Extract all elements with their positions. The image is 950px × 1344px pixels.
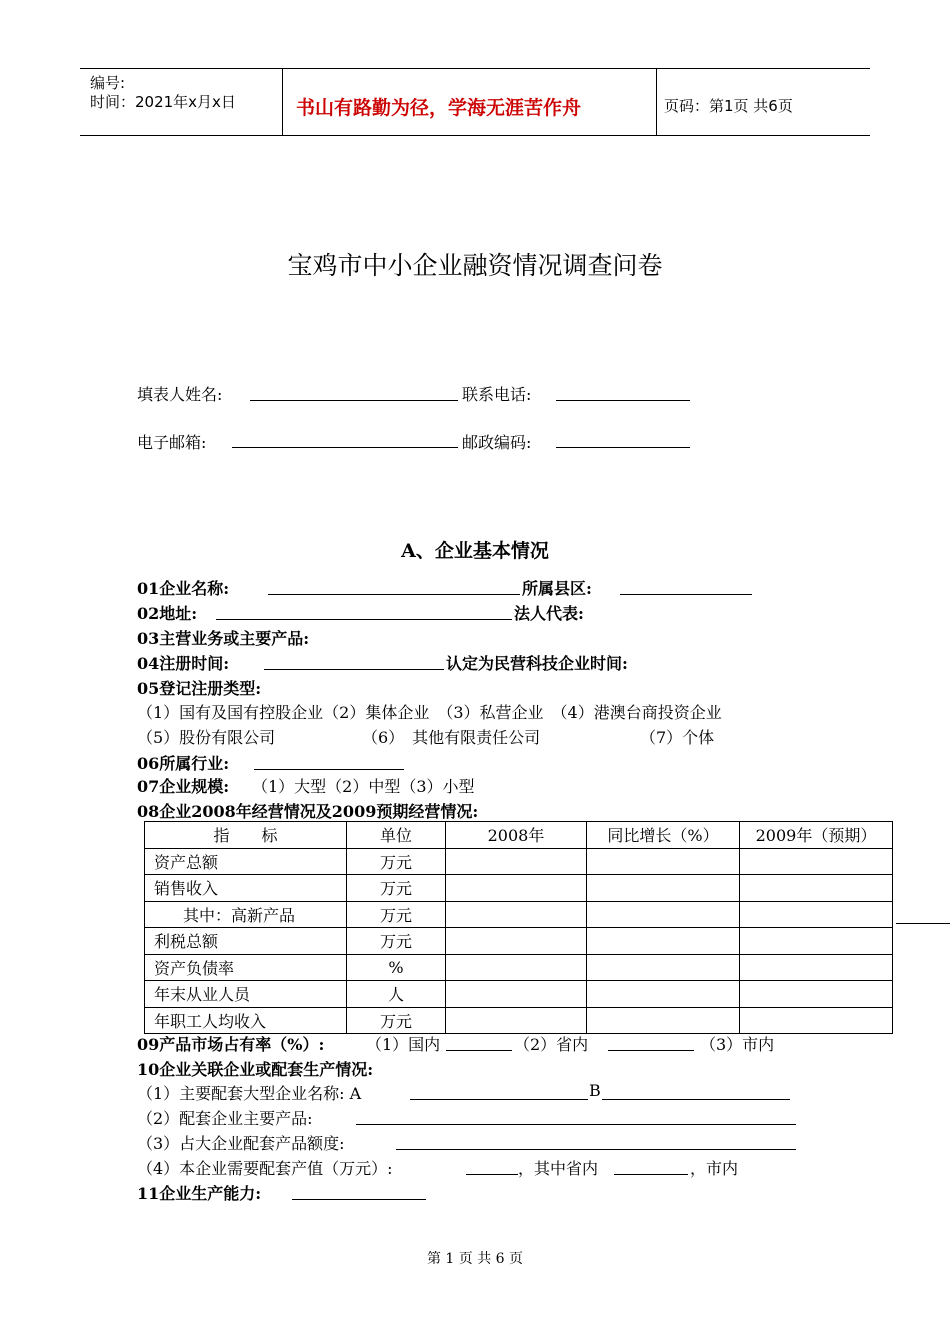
table-row — [145, 848, 893, 875]
q10-label: 10企业关联企业或配套生产情况: — [137, 1060, 374, 1079]
q02-label: 02地址: — [137, 604, 198, 623]
value-cell-2009[interactable] — [740, 1007, 893, 1034]
value-cell-growth[interactable] — [587, 981, 740, 1008]
value-cell-2008[interactable] — [446, 1007, 587, 1034]
q06-label: 06所属行业: — [137, 754, 230, 773]
register-date-field[interactable] — [264, 651, 444, 670]
table-header-row — [145, 822, 893, 849]
q02-legal-label: 法人代表: — [514, 604, 584, 623]
q10-1-label: （1）主要配套大型企业名称: A — [137, 1084, 362, 1103]
operations-table — [144, 821, 893, 1034]
table-header-cell: 2009年（预期） — [740, 822, 893, 849]
q10-4-label: （4）本企业需要配套产值（万元）: — [137, 1159, 393, 1178]
postcode-label: 邮政编码: — [462, 433, 532, 452]
filler-name-field[interactable] — [250, 383, 458, 401]
q10-4b-label: ，其中省内 — [518, 1159, 599, 1178]
email-label: 电子邮箱: — [137, 433, 207, 452]
phone-label: 联系电话: — [462, 385, 532, 404]
q05-label: 05登记注册类型: — [137, 679, 262, 698]
row-unit: 万元 — [347, 928, 446, 955]
doc-time-label: 时间：2021年x月x日 — [90, 93, 236, 111]
county-field[interactable] — [620, 576, 752, 595]
q09-label: 09产品市场占有率（%）: — [137, 1035, 325, 1054]
header-page-info: 页码：第1页 共6页 — [664, 97, 793, 115]
q09-option-2: （2）省内 — [514, 1035, 589, 1054]
value-cell-growth[interactable] — [587, 954, 740, 981]
value-cell-2008[interactable] — [446, 901, 587, 928]
table-header-cell: 2008年 — [446, 822, 587, 849]
value-cell-2008[interactable] — [446, 875, 587, 902]
table-header-cell: 单位 — [347, 822, 446, 849]
page-title: 宝鸡市中小企业融资情况调查问卷 — [287, 251, 663, 280]
q05-option-6: （6） 其他有限责任公司 — [362, 728, 541, 747]
q07-options: （1）大型（2）中型（3）小型 — [252, 777, 475, 796]
value-cell-2009[interactable] — [740, 928, 893, 955]
table-row — [145, 928, 893, 955]
table-row — [145, 981, 893, 1008]
q10-1b-label: B — [589, 1081, 601, 1100]
q05-options-line1: （1）国有及国有控股企业（2）集体企业 （3）私营企业 （4）港澳台商投资企业 — [137, 703, 722, 722]
phone-field[interactable] — [556, 383, 690, 401]
province-share-field[interactable] — [608, 1032, 694, 1051]
q07-label: 07企业规模: — [137, 777, 230, 796]
value-cell-2009[interactable] — [740, 848, 893, 875]
value-cell-2008[interactable] — [446, 928, 587, 955]
q05-option-5: （5）股份有限公司 — [137, 728, 276, 747]
row-unit: 万元 — [347, 901, 446, 928]
table-header-cell: 同比增长（%） — [587, 822, 740, 849]
supporting-products-field[interactable] — [356, 1106, 796, 1125]
table-row — [145, 901, 893, 928]
row-label: 年末从业人员 — [145, 981, 347, 1008]
q11-label: 11企业生产能力: — [137, 1184, 262, 1203]
company-name-field[interactable] — [268, 576, 520, 595]
table-row — [145, 954, 893, 981]
row-label: 资产负债率 — [145, 954, 347, 981]
value-cell-growth[interactable] — [587, 875, 740, 902]
section-a-title: A、企业基本情况 — [401, 540, 549, 562]
row-unit: 万元 — [347, 848, 446, 875]
partner-a-field[interactable] — [410, 1081, 588, 1100]
domestic-share-field[interactable] — [446, 1032, 512, 1051]
value-cell-2009[interactable] — [740, 954, 893, 981]
q04-label: 04注册时间: — [137, 654, 230, 673]
value-cell-2008[interactable] — [446, 981, 587, 1008]
q03-label: 03主营业务或主要产品: — [137, 629, 310, 648]
q05-option-7: （7）个体 — [640, 728, 715, 747]
value-cell-growth[interactable] — [587, 1007, 740, 1034]
row-unit: % — [347, 954, 446, 981]
row-label: 资产总额 — [145, 848, 347, 875]
partner-b-field[interactable] — [602, 1081, 790, 1100]
capacity-field[interactable] — [292, 1181, 426, 1200]
doc-number-label: 编号: — [90, 74, 126, 92]
q10-4c-label: ，市内 — [690, 1159, 739, 1178]
q04-cert-label: 认定为民营科技企业时间: — [446, 654, 628, 673]
value-cell-growth[interactable] — [587, 928, 740, 955]
q01-county-label: 所属县区: — [522, 579, 592, 598]
table-row — [145, 875, 893, 902]
value-cell-2009[interactable] — [740, 901, 893, 928]
header-divider — [282, 68, 283, 135]
value-cell-growth[interactable] — [587, 901, 740, 928]
header-divider — [656, 68, 657, 135]
header-top-rule — [80, 68, 870, 69]
row-label: 利税总额 — [145, 928, 347, 955]
email-field[interactable] — [232, 430, 458, 448]
q09-option-3: （3）市内 — [700, 1035, 775, 1054]
value-cell-2008[interactable] — [446, 848, 587, 875]
header-bottom-rule — [80, 135, 870, 136]
header-motto: 书山有路勤为径，学海无涯苦作舟 — [296, 97, 582, 119]
table-row — [145, 1007, 893, 1034]
q08-label: 08企业2008年经营情况及2009预期经营情况: — [137, 802, 479, 821]
table-header-cell: 指 标 — [145, 822, 347, 849]
postcode-field[interactable] — [556, 430, 690, 448]
q01-label: 01企业名称: — [137, 579, 230, 598]
filler-name-label: 填表人姓名: — [137, 385, 223, 404]
row-label: 年职工人均收入 — [145, 1007, 347, 1034]
row-unit: 万元 — [347, 875, 446, 902]
table-extension-rule — [896, 923, 950, 924]
row-label: 其中：高新产品 — [145, 901, 347, 928]
q10-3-label: （3）占大企业配套产品额度: — [137, 1134, 345, 1153]
value-cell-growth[interactable] — [587, 848, 740, 875]
footer-page-number: 第 1 页 共 6 页 — [426, 1251, 524, 1267]
address-field[interactable] — [216, 601, 512, 620]
q10-2-label: （2）配套企业主要产品: — [137, 1109, 313, 1128]
industry-field[interactable] — [254, 751, 404, 770]
row-unit: 人 — [347, 981, 446, 1008]
row-unit: 万元 — [347, 1007, 446, 1034]
province-output-field[interactable] — [614, 1156, 688, 1175]
row-label: 销售收入 — [145, 875, 347, 902]
q09-option-1: （1）国内 — [366, 1035, 441, 1054]
value-cell-2008[interactable] — [446, 954, 587, 981]
supporting-output-field[interactable] — [466, 1156, 518, 1175]
value-cell-2009[interactable] — [740, 875, 893, 902]
value-cell-2009[interactable] — [740, 981, 893, 1008]
supporting-share-field[interactable] — [396, 1131, 796, 1150]
